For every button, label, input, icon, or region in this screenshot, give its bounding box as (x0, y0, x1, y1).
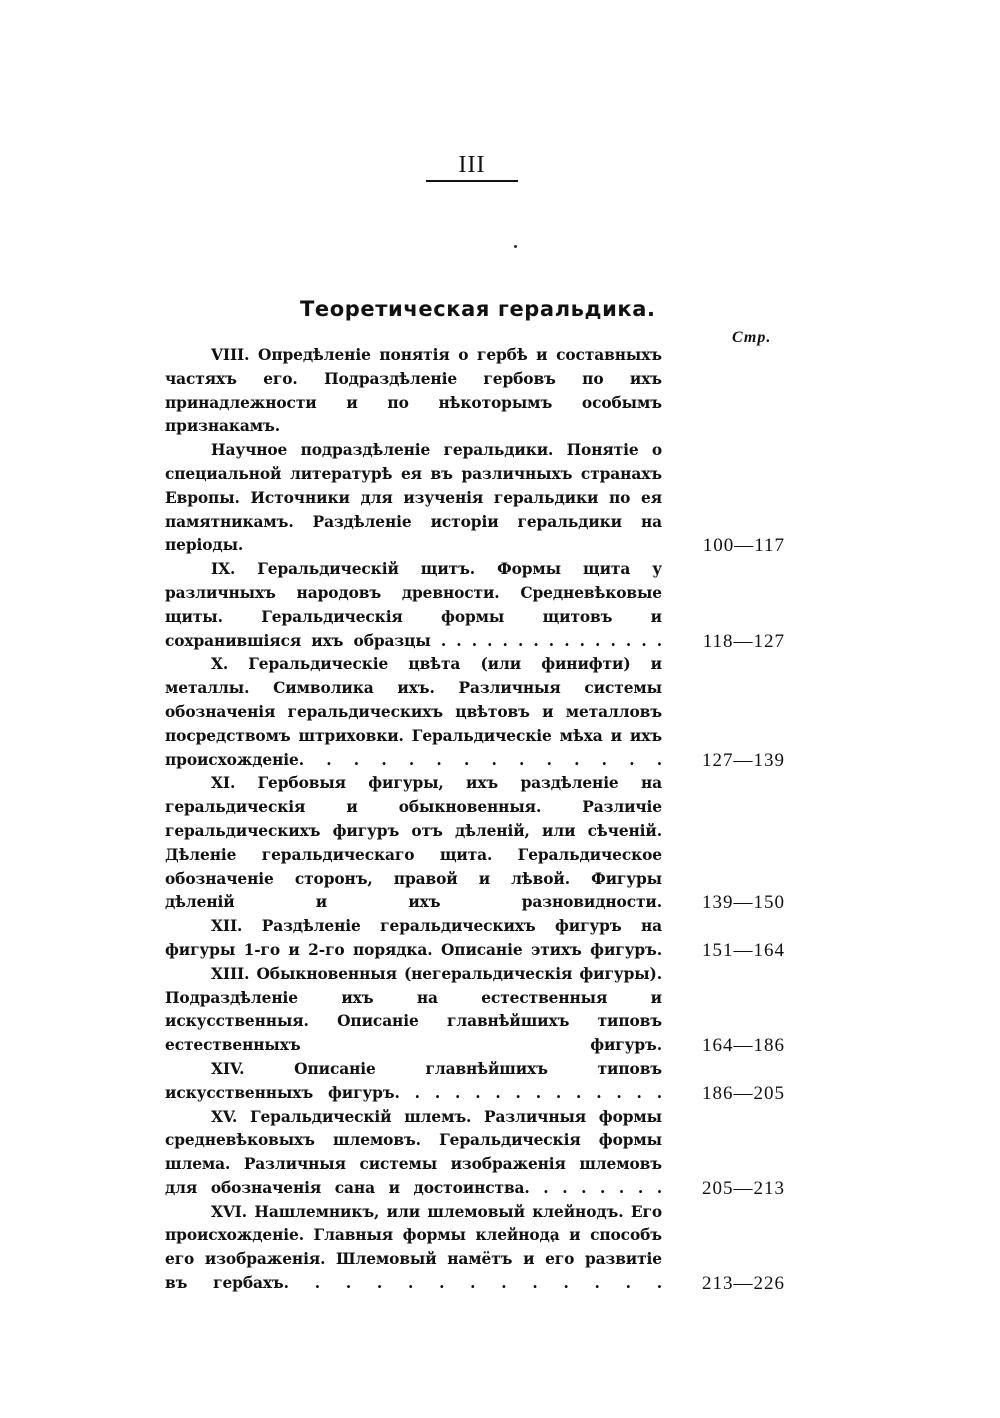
toc-entry (165, 1058, 785, 1106)
toc-entry-pages: 164—186 (702, 1035, 785, 1057)
toc-entry-pages: 205—213 (702, 1177, 785, 1199)
toc-entry-pages: 139—150 (702, 892, 785, 914)
toc-entry (165, 344, 785, 439)
toc-entry-pages: 186—205 (702, 1082, 785, 1104)
toc-entry (165, 653, 785, 772)
toc-entry-pages: 127—139 (702, 749, 785, 771)
toc-entry-text: XV. Геральдическій шлемъ. Различныя формы средневѣковыхъ шлемовъ. Геральдическія формы шлема. Различныя системы изображенія шлемовъ для обозначенія сана и достоинства. . . . . . . . (165, 1107, 662, 1197)
page-number-rule (426, 180, 518, 182)
pages-column-label: Стр. (732, 329, 772, 346)
toc-entry (165, 772, 785, 915)
page-number: III (458, 152, 486, 178)
toc-entry-pages: 118—127 (702, 630, 785, 652)
toc-entry-text: XI. Гербовыя фигуры, ихъ раздѣленіе на геральдическія и обыкновенныя. Различіе геральдическихъ фигуръ отъ дѣленій, или сѣченій. Дѣленіе геральдическаго щита. Геральдическое обозначеніе сторонъ, правой и лѣвой. Фигуры дѣленій и ихъ разновидности. (165, 774, 662, 912)
print-speck (514, 245, 517, 248)
toc-entry-pages: 100—117 (702, 535, 785, 557)
toc-entry-pages: 213—226 (702, 1273, 785, 1295)
toc-entry-text: X. Геральдическіе цвѣта (или финифти) и металлы. Символика ихъ. Различныя системы обозначенія геральдическихъ цвѣтовъ и металловъ посредствомъ штриховки. Геральдическіе мѣха и ихъ происхожденіе. . . . . . . . . . . . . . (165, 655, 662, 769)
toc-entry-text: XII. Раздѣленіе геральдическихъ фигуръ на фигуры 1-го и 2-го порядка. Описаніе этихъ фигуръ. (165, 917, 662, 959)
toc-entry (165, 439, 785, 558)
toc-entry-text: XIV. Описаніе главнѣйшихъ типовъ искусственныхъ фигуръ. . . . . . . . . . . . . . (165, 1059, 662, 1102)
toc-entry (165, 1201, 785, 1296)
toc-entry (165, 558, 785, 653)
toc-entry (165, 963, 785, 1058)
toc-entry-text: XVI. Нашлемникъ, или шлемовый клейнодъ. Его происхожденіе. Главныя формы клейнода и способъ его изображенія. Шлемовый намётъ и его развитіе въ гербахъ. . . . . . . . . . . . . (165, 1202, 662, 1293)
toc-entry-text: VIII. Опредѣленіе понятія о гербѣ и составныхъ частяхъ его. Подраздѣленіе гербовъ по ихъ принадлежности и по нѣкоторымъ особымъ признакамъ. (165, 346, 662, 436)
section-title: Теоретическая геральдика. (300, 297, 656, 321)
toc-entry-text: Научное подраздѣленіе геральдики. Понятіе о специальной литературѣ ея въ различныхъ странахъ Европы. Источники для изученія геральдики по ея памятникамъ. Раздѣленіе исторіи геральдики на періоды. (165, 441, 662, 555)
toc-entry-text: XIII. Обыкновенныя (негеральдическія фигуры). Подраздѣленіе ихъ на естественныя и искусственныя. Описаніе главнѣйшихъ типовъ естественныхъ фигуръ. (165, 964, 662, 1055)
table-of-contents (165, 344, 785, 1296)
toc-entry-pages: 151—164 (702, 939, 785, 961)
toc-entry (165, 915, 785, 963)
toc-entry (165, 1106, 785, 1201)
toc-entry-text: IX. Геральдическій щитъ. Формы щита у различныхъ народовъ древности. Средневѣковые щиты. Геральдическія формы щитовъ и сохранившіяся ихъ образцы . . . . . . . . . . . . . . . (165, 560, 662, 650)
